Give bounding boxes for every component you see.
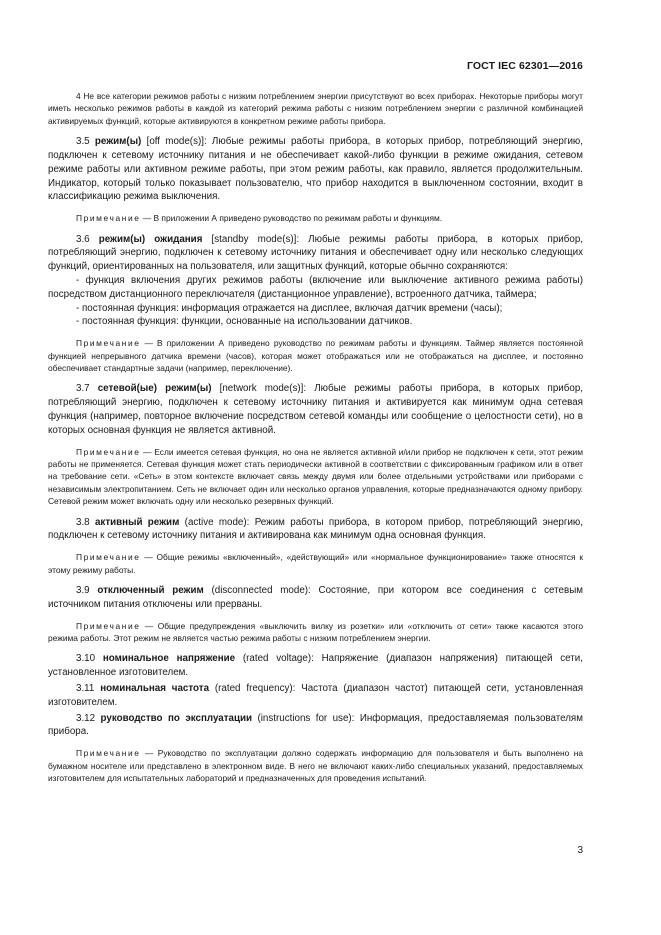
term: режим(ы) ожидания [98,233,203,245]
note-3-8 [48,551,583,576]
clause-number: 3.12 [76,712,96,724]
term: руководство по эксплуатации [100,712,253,724]
list-item: - постоянная функция: функции, основанные на использовании датчиков. [76,316,413,328]
definition-text: (rated frequency): Частота (диапазон частот) питающей сети, установленная изготовителем. [48,683,583,708]
definition-3-11 [48,682,583,710]
document-header: ГОСТ IEC 62301—2016 [466,60,583,72]
clause-number: 3.11 [76,683,95,695]
page-number: 3 [577,845,583,856]
note-label: Примечание [76,748,141,759]
note-label: Примечание [76,446,141,457]
definition-3-7 [48,382,583,437]
note-text: — Если имеется сетевая функция, но она не является активной и/или прибор не подключен к сети, этот режим работы не применяется. Сетевая функция может стать периодически активной в соответствии с фиксированным графиком или в ответ на требование сети. «Сеть» в этом контексте включает связь между двумя или более отдельными устройствами или приборами с независимым электропитанием. Сеть не включает один или несколько органов управления, которые предназначаются одному прибору. Сетевой режим может включать одну или несколько резервных функций. [48,446,583,507]
note-label: Примечание [76,620,141,631]
definition-text: [network mode(s)]: Любые режимы работы прибора, в которых прибор, потребляющий энергию, подключен к сетевому источнику питания и активируется как минимум одна сетевая функция (например, повторное включение посредством сетевой команды или сообщение о целостности сети), но в которых основная функция не является активной. [48,383,583,436]
definition-text: (disconnected mode): Состояние, при котором все соединения с сетевым источником питания отключены или прерваны. [48,585,583,610]
term: отключенный режим [97,585,204,597]
note-3-7 [48,446,583,508]
clause-number: 3.9 [76,585,90,597]
note-label: Примечание [76,338,141,349]
note-text: — Общие предупреждения «выключить вилку из розетки» или «отключить от сети» также касаются этого режима работы. Этот режим не является частью режима работы с низким потреблением энергии. [48,620,583,644]
note-3-5 [48,212,583,224]
note-top: 4 Не все категории режимов работы с низким потреблением энергии присутствуют во всех приборах. Некоторые приборы могут иметь несколько режимов работы в каждой из категорий режима работы с низким потреблением энергии с различной комбинацией активируемых функций, которые активируются в конкретном режиме работы прибора. [48,91,583,126]
clause-number: 3.10 [76,653,96,665]
term: номинальная частота [100,683,210,695]
list-item: - функция включения других режимов работы (включение или выключение активного режима работы) посредством дистанционного переключателя (дистанционное управление), встроенного датчика, таймера; [48,275,583,300]
definition-text: (instructions for use): Информация, предоставляемая пользователям прибора. [48,712,583,738]
clause-number: 3.5 [76,136,90,148]
definition-3-5 [48,135,583,204]
definition-text: (active mode): Режим работы прибора, в котором прибор, потребляющий энергию, подключен к сетевому источнику питания и активирована как минимум одна основная функция. [48,516,583,542]
note-text: — В приложении А приведено руководство по режимам работы и функциям. Таймер является постоянной функцией непрерывного датчика времени (часов), которая может отображаться или не отображаться на дисплее, и постоянно обеспечивает стандартные задачи (например, переключение). [48,338,583,373]
definition-text: (rated voltage): Напряжение (диапазон напряжения) питающей сети, установленное изготовителем. [48,653,583,679]
list-item: - постоянная функция: информация отражается на дисплее, включая датчик времени (часы); [76,302,503,314]
note-text: — В приложении А приведено руководство по режимам работы и функциям. [140,213,443,224]
note-3-12 [48,747,583,784]
note-3-9 [48,620,583,645]
clause-number: 3.7 [76,383,90,395]
definition-3-9 [48,584,583,612]
term: режим(ы) [94,136,142,148]
definition-3-6 [48,233,583,274]
note-label: Примечание [76,552,141,563]
definition-text: [standby mode(s)]: Любые режимы работы прибора, в которых прибор, потребляющий энергию, подключен к сетевому источнику питания и обеспечивает одну или несколько следующих функций, ориентированных на пользователя, или защитных функций, которые обычно сохраняются: [48,233,583,273]
note-3-6 [48,337,583,374]
definition-text: [off mode(s)]: Любые режимы работы прибора, в которых прибор, потребляющий энергию, подключен к сетевому источнику питания и не обеспечивает какой-либо функции в режиме ожидания, сетевом режиме работы или активном режиме работы, при этом режим работы, как правило, является продолжительным. Индикатор, который только показывает пользователю, что прибор находится в выключенном состоянии, входит в классификацию режима выключения. [48,136,583,203]
definition-3-8 [48,516,583,544]
page-content [48,90,583,784]
note-text: — Руководство по эксплуатации должно содержать информацию для пользователя и быть выполнено на бумажном носителе или представлено в электронном виде. В него не включают каких-либо специальных указаний, предоставляемых изготовителем для испытательных лабораторий и предназначенных для проведения испытаний. [48,748,583,784]
definition-3-12 [48,712,583,740]
definition-3-10 [48,652,583,680]
clause-number: 3.8 [76,516,90,528]
clause-number: 3.6 [76,233,90,245]
term: активный режим [94,516,180,528]
note-label: Примечание [76,213,141,224]
note-text: — Общие режимы «включенный», «действующий» или «нормальное функционирование» также относятся к этому режиму работы. [48,552,583,575]
term: сетевой(ые) режим(ы) [97,383,212,395]
term: номинальное напряжение [102,653,236,665]
